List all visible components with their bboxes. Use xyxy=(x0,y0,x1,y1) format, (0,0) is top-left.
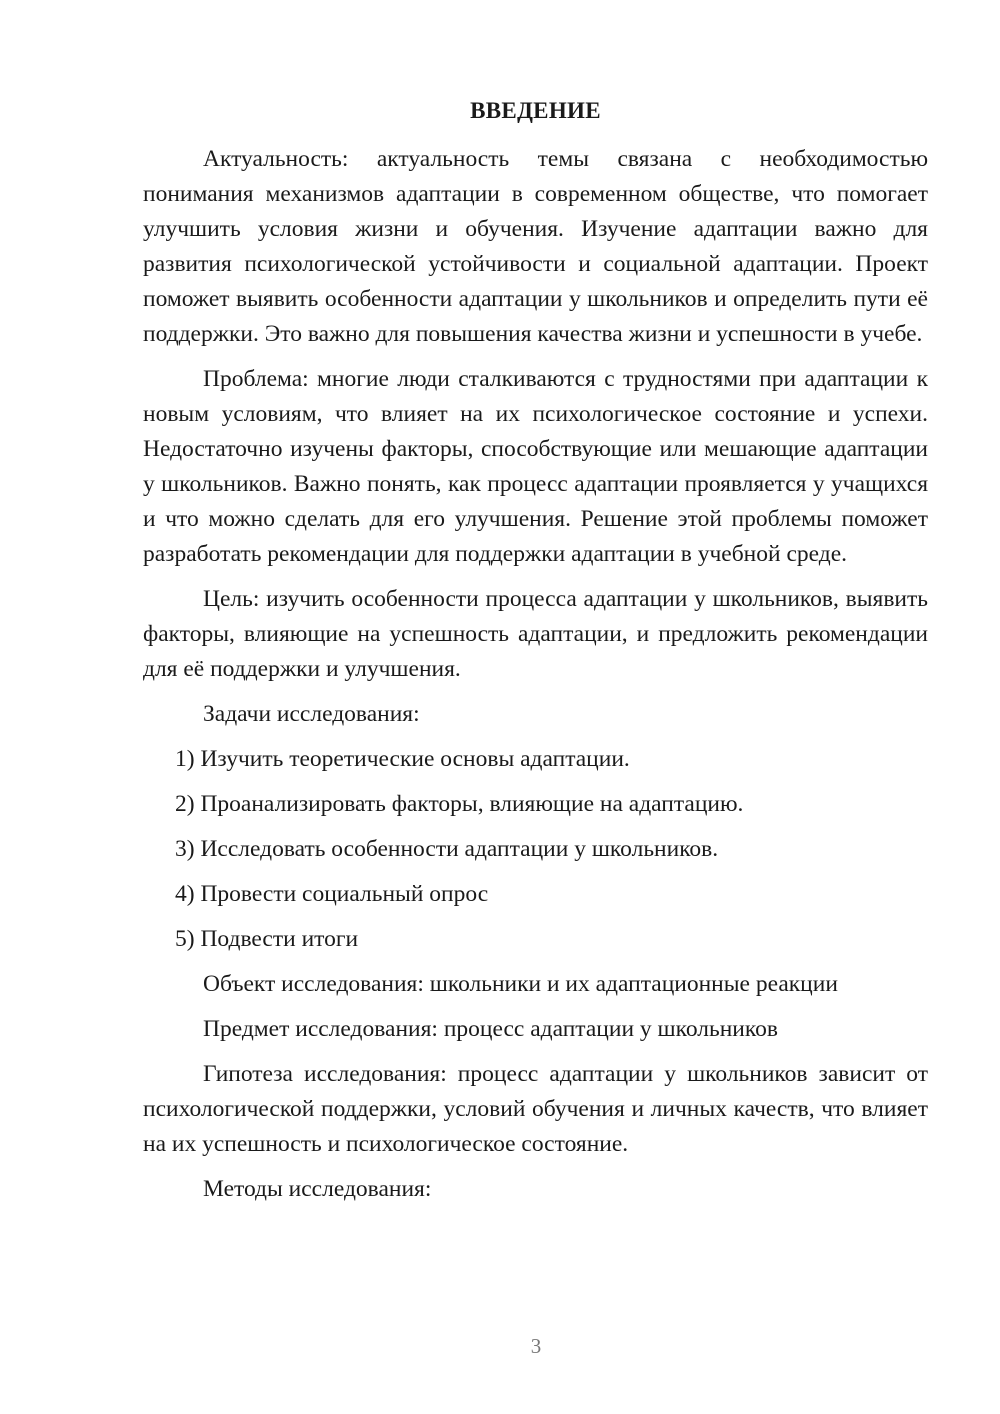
section-heading: ВВЕДЕНИЕ xyxy=(470,98,601,123)
hypothesis-paragraph: Гипотеза исследования: процесс адаптации у школьников зависит от психологической поддержки, условий обучения и личных качеств, что влияет на их успешность и психологическое состояние. xyxy=(143,1061,928,1157)
list-item: 5) Подвести итоги xyxy=(175,926,359,952)
subject-paragraph: Предмет исследования: процесс адаптации у школьников xyxy=(203,1016,778,1042)
tasks-heading: Задачи исследования: xyxy=(203,701,420,727)
object-paragraph: Объект исследования: школьники и их адаптационные реакции xyxy=(203,971,838,997)
page-number: 3 xyxy=(530,1334,542,1358)
list-item: 3) Исследовать особенности адаптации у школьников. xyxy=(175,836,719,862)
list-item: 4) Провести социальный опрос xyxy=(175,881,489,907)
goal-paragraph: Цель: изучить особенности процесса адаптации у школьников, выявить факторы, влияющие на успешность адаптации, и предложить рекомендации для её поддержки и улучшения. xyxy=(143,586,928,682)
document-body xyxy=(143,142,928,1217)
tasks-list xyxy=(143,742,928,957)
list-item: 2) Проанализировать факторы, влияющие на адаптацию. xyxy=(175,791,744,817)
problem-paragraph: Проблема: многие люди сталкиваются с трудностями при адаптации к новым условиям, что влияет на их психологическое состояние и успехи. Недостаточно изучены факторы, способствующие или мешающие адаптации у школьников. Важно понять, как процесс адаптации проявляется у учащихся и что можно сделать для его улучшения. Решение этой проблемы поможет разработать рекомендации для поддержки адаптации в учебной среде. xyxy=(143,366,928,567)
list-item: 1) Изучить теоретические основы адаптации. xyxy=(175,746,630,772)
relevance-paragraph: Актуальность: актуальность темы связана с необходимостью понимания механизмов адаптации в современном обществе, что помогает улучшить условия жизни и обучения. Изучение адаптации важно для развития психологической устойчивости и социальной адаптации. Проект поможет выявить особенности адаптации у школьников и определить пути её поддержки. Это важно для повышения качества жизни и успешности в учебе. xyxy=(143,146,928,347)
methods-heading: Методы исследования: xyxy=(203,1176,432,1202)
